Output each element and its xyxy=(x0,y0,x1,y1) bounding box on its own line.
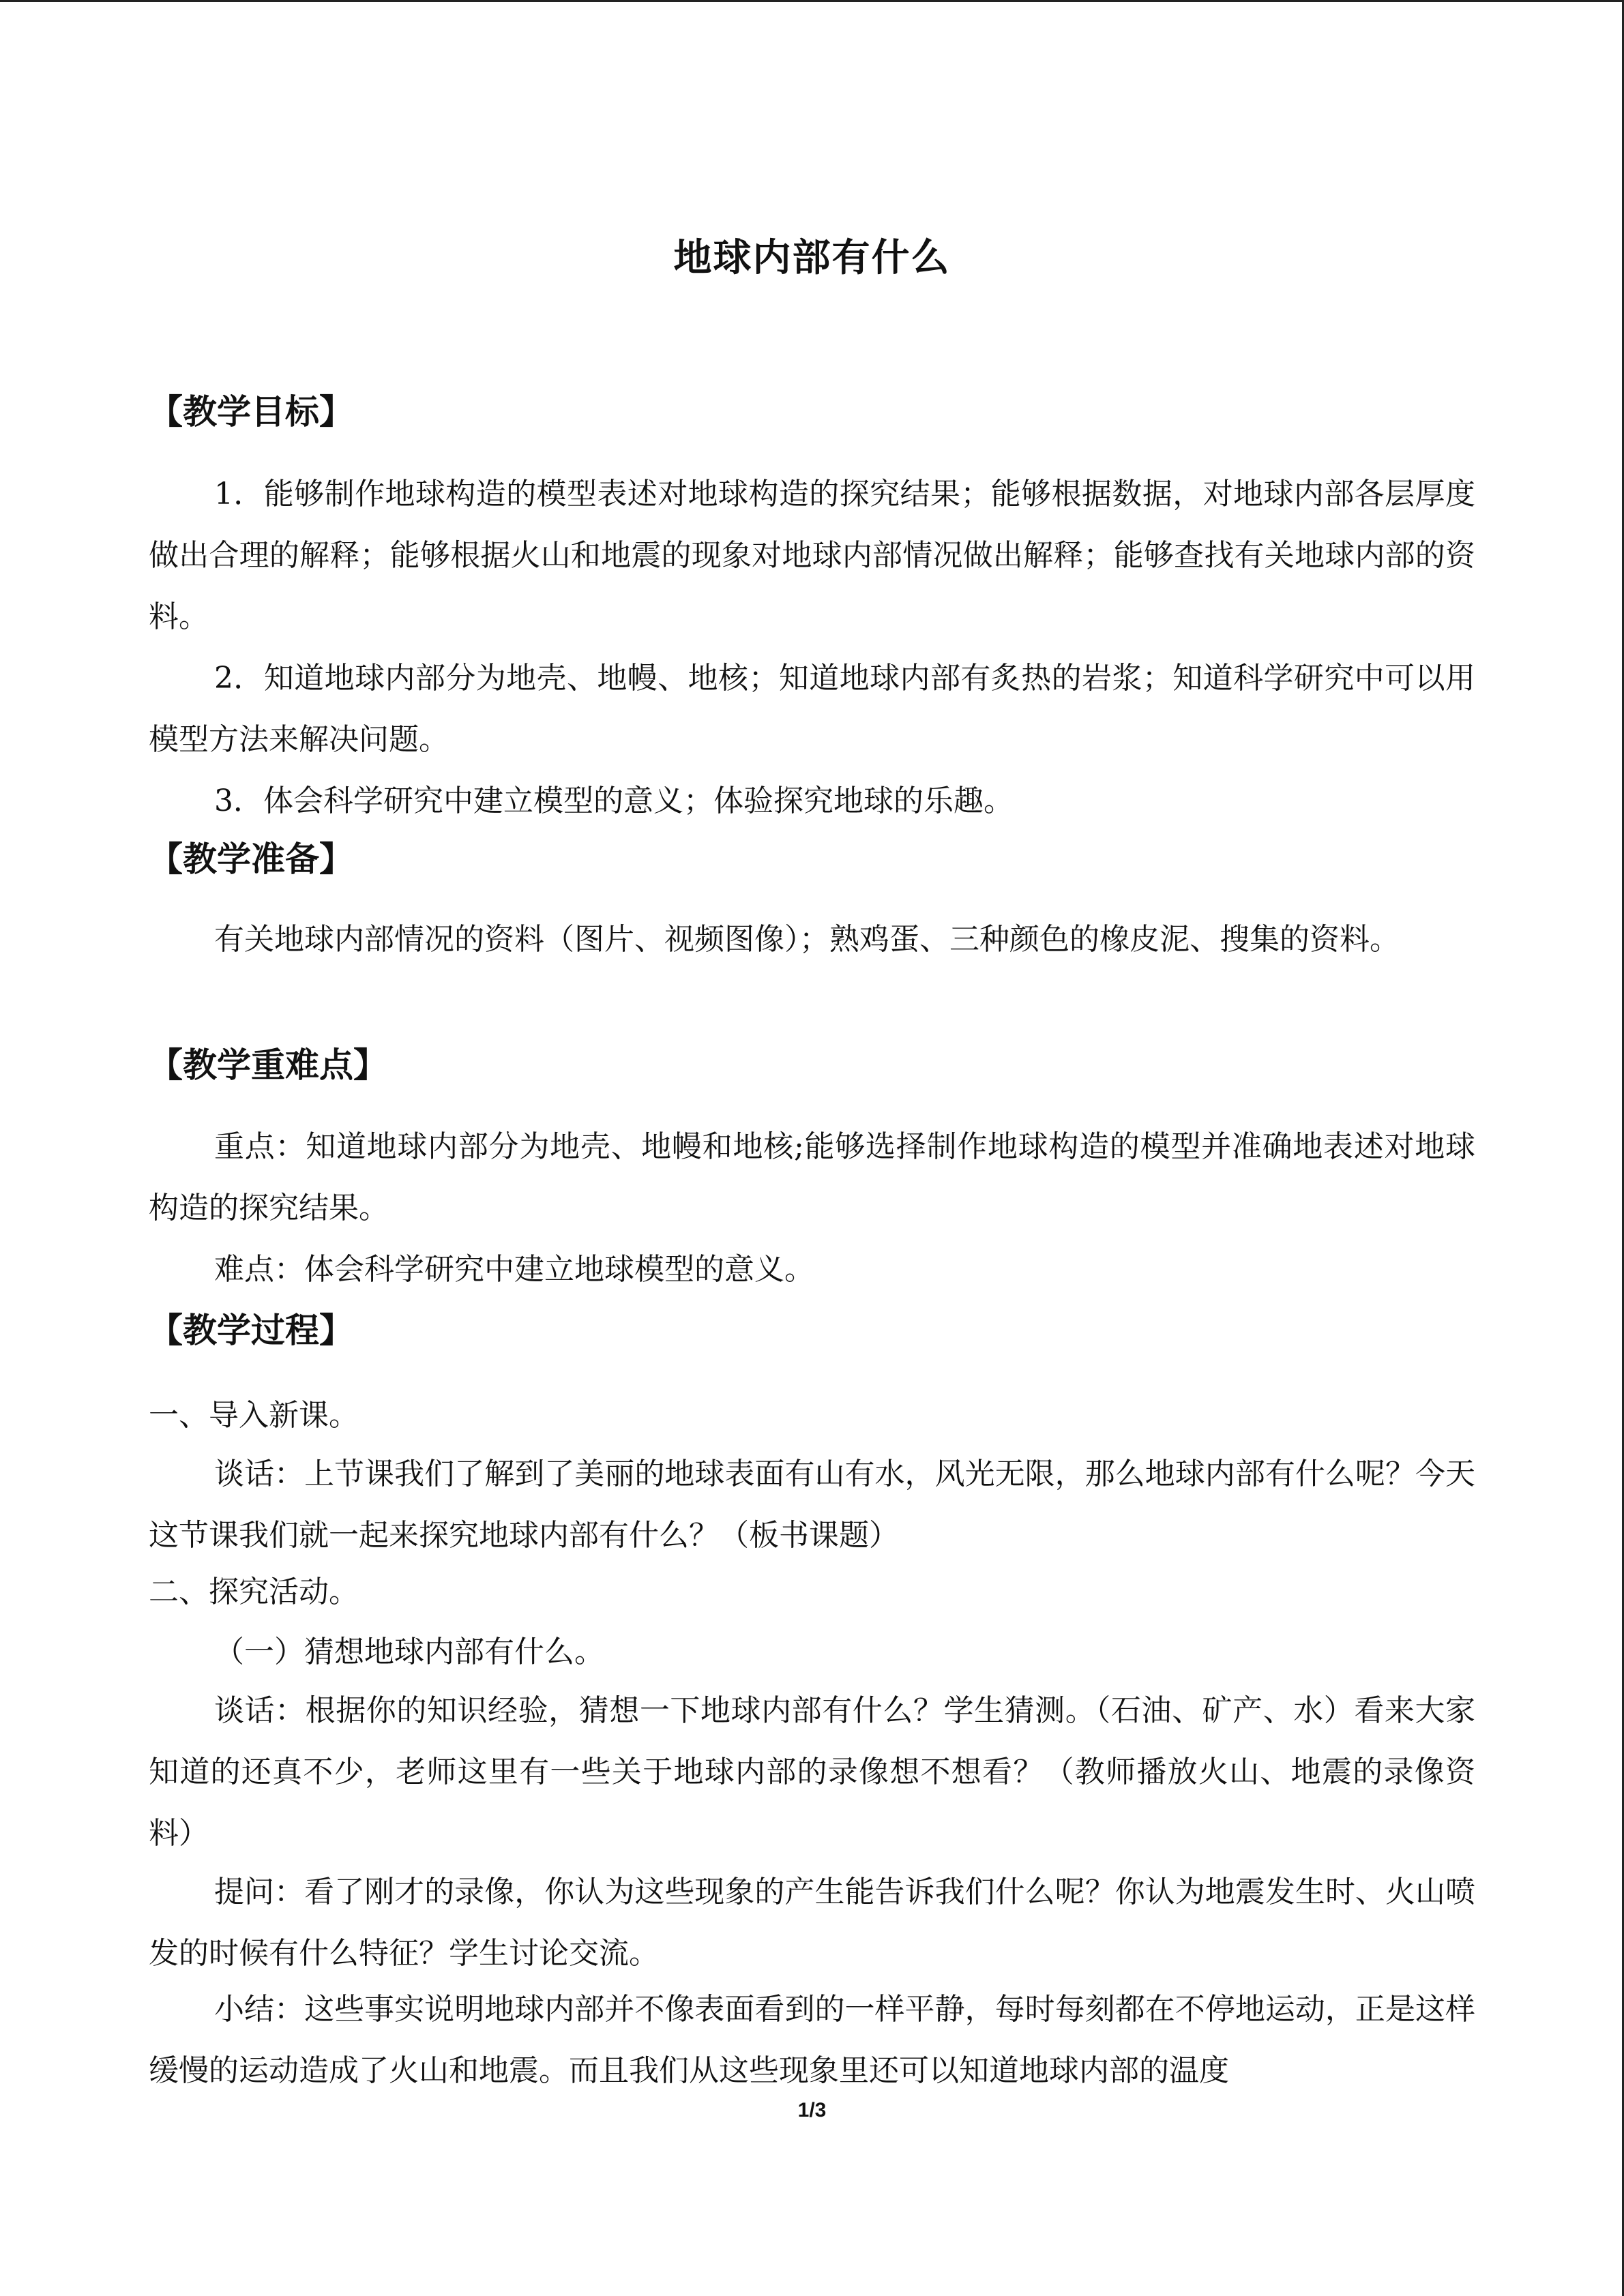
key-points-heading: 【教学重难点】 xyxy=(149,1045,387,1085)
document-title: 地球内部有什么 xyxy=(673,235,951,280)
preparation-text: 有关地球内部情况的资料（图片、视频图像）；熟鸡蛋、三种颜色的橡皮泥、搜集的资料。 xyxy=(214,922,1400,957)
objectives-heading: 【教学目标】 xyxy=(149,392,353,432)
step2-title: 二、探究活动。 xyxy=(149,1575,359,1609)
objective-item-3: 3．体会科学研究中建立模型的意义；体验探究地球的乐趣。 xyxy=(214,784,1014,818)
process-heading: 【教学过程】 xyxy=(149,1311,353,1350)
sub1-question: 提问：看了刚才的录像，你认为这些现象的产生能告诉我们什么呢？你认为地震发生时、火山喷发的时候有什么特征？学生讨论交流。 xyxy=(149,1875,1475,1971)
sub1-summary: 小结：这些事实说明地球内部并不像表面看到的一样平静，每时每刻都在不停地运动，正是这样缓慢的运动造成了火山和地震。而且我们从这些现象里还可以知道地球内部的温度 xyxy=(149,1992,1475,2088)
difficult-point-text: 难点：体会科学研究中建立地球模型的意义。 xyxy=(214,1252,814,1287)
sub1-title: （一）猜想地球内部有什么。 xyxy=(214,1635,604,1669)
objective-item-1: 1．能够制作地球构造的模型表述对地球构造的探究结果；能够根据数据，对地球内部各层厚度做出合理的解释；能够根据火山和地震的现象对地球内部情况做出解释；能够查找有关地球内部的资料。 xyxy=(149,477,1475,634)
step1-title: 一、导入新课。 xyxy=(149,1398,359,1433)
page-number: 1/3 xyxy=(797,2099,827,2121)
key-point-text: 重点：知道地球内部分为地壳、地幔和地核;能够选择制作地球构造的模型并准确地表述对地球构造的探究结果。 xyxy=(149,1129,1475,1225)
step1-talk: 谈话：上节课我们了解到了美丽的地球表面有山有水，风光无限，那么地球内部有什么呢？今天这节课我们就一起来探究地球内部有什么？（板书课题） xyxy=(149,1457,1475,1553)
objective-item-2: 2．知道地球内部分为地壳、地幔、地核；知道地球内部有炙热的岩浆；知道科学研究中可以用模型方法来解决问题。 xyxy=(149,661,1475,757)
preparation-heading: 【教学准备】 xyxy=(149,839,353,879)
sub1-talk: 谈话：根据你的知识经验，猜想一下地球内部有什么？学生猜测。（石油、矿产、水）看来大家知道的还真不少，老师这里有一些关于地球内部的录像想不想看？（教师播放火山、地震的录像资料） xyxy=(149,1693,1475,1851)
